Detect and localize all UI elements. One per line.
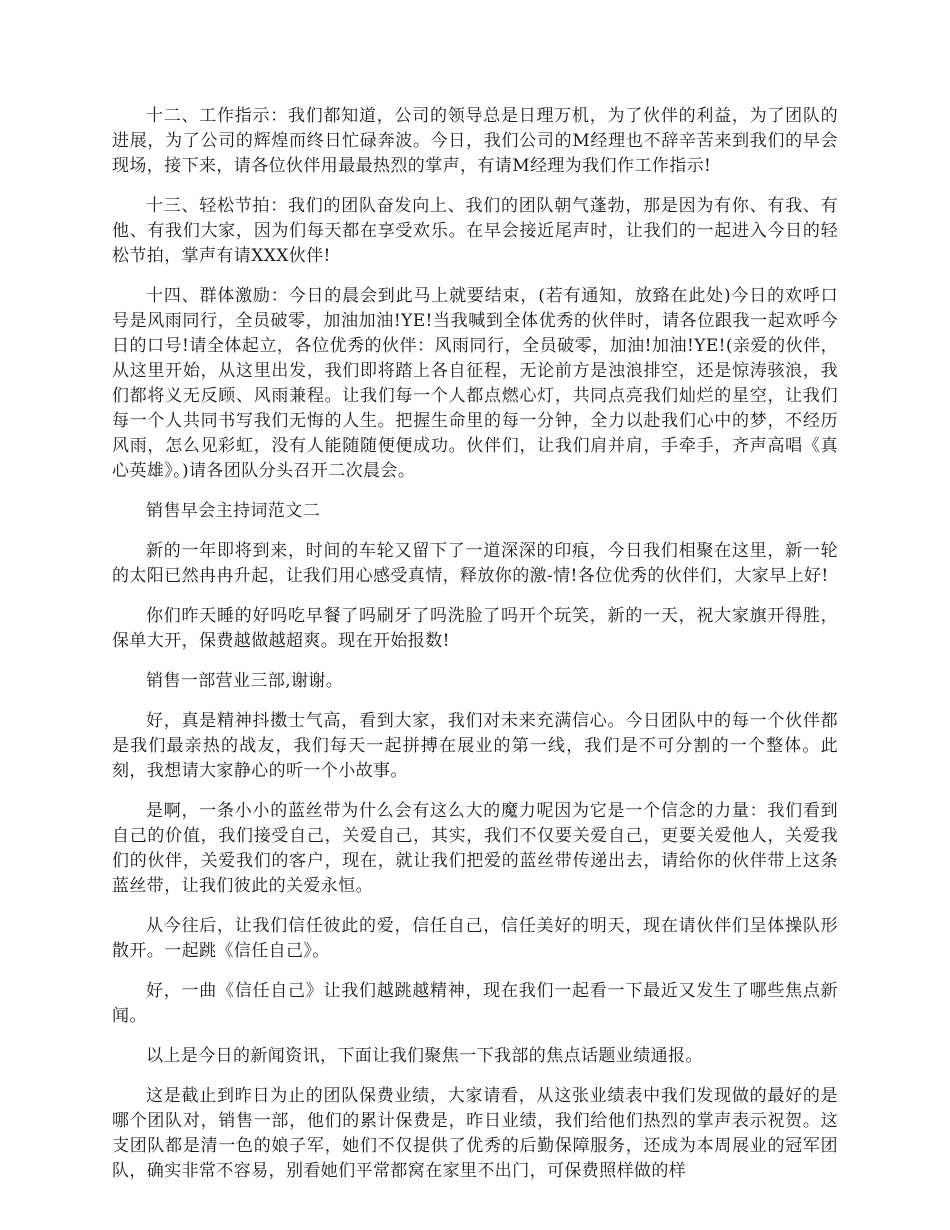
paragraph-performance-intro: 以上是今日的新闻资讯，下面让我们聚焦一下我部的焦点话题业绩通报。 [146, 1046, 703, 1066]
paragraph-news: 好，一曲《信任自己》让我们越跳越精神，现在我们一起看一下最近又发生了哪些焦点新闻。 [112, 981, 838, 1026]
paragraph-greeting: 你们昨天睡的好吗吃早餐了吗刷牙了吗洗脸了吗开个玩笑，新的一天，祝大家旗开得胜，保单大开，保费越做越超爽。现在开始报数! [112, 606, 838, 651]
paragraph-item-twelve: 十二、工作指示：我们都知道，公司的领导总是日理万机，为了伙伴的利益，为了团队的进展，为了公司的辉煌而终日忙碌奔波。今日，我们公司的M经理也不辞辛苦来到我们的早会现场，接下来，请各位伙伴用最最热烈的掌声，有请M经理为我们作工作指示! [112, 106, 838, 176]
paragraph-blue-ribbon: 是啊，一条小小的蓝丝带为什么会有这么大的魔力呢因为它是一个信念的力量：我们看到自己的价值，我们接受自己，关爱自己，其实，我们不仅要关爱自己，更要关爱他人，关爱我们的伙伴，关爱我们的客户，现在，就让我们把爱的蓝丝带传递出去，请给你的伙伴带上这条蓝丝带，让我们彼此的关爱永恒。 [112, 801, 838, 896]
section-heading: 销售早会主持词范文二 [146, 501, 320, 521]
paragraph-item-thirteen: 十三、轻松节拍：我们的团队奋发向上、我们的团队朝气蓬勃，那是因为有你、有我、有他、有我们大家，因为们每天都在享受欢乐。在早会接近尾声时，让我们的一起进入今日的轻松节拍，掌声有请XXX伙伴! [112, 196, 838, 266]
paragraph-performance-report: 这是截止到昨日为止的团队保费业绩，大家请看，从这张业绩表中我们发现做的最好的是哪个团队对，销售一部，他们的累计保费是，昨日业绩，我们给他们热烈的掌声表示祝贺。这支团队都是清一色的娘子军，她们不仅提供了优秀的后勤保障服务，还成为本周展业的冠军团队，确实非常不容易，别看她们平常都窝在家里不出门，可保费照样做的样 [112, 1086, 838, 1181]
paragraph-trust: 从今往后，让我们信任彼此的爱，信任自己，信任美好的明天，现在请伙伴们呈体操队形散开。一起跳《信任自己》。 [112, 916, 838, 961]
document-body [112, 104, 838, 1199]
paragraph-morale: 好，真是精神抖擞士气高，看到大家，我们对未来充满信心。今日团队中的每一个伙伴都是我们最亲热的战友，我们每天一起拼搏在展业的第一线，我们是不可分割的一个整体。此刻，我想请大家静心的听一个小故事。 [112, 711, 838, 781]
paragraph-opening: 新的一年即将到来，时间的车轮又留下了一道深深的印痕，今日我们相聚在这里，新一轮的太阳已然冉冉升起，让我们用心感受真情，释放你的激-情!各位优秀的伙伴们，大家早上好! [112, 541, 838, 586]
paragraph-item-fourteen: 十四、群体激励：今日的晨会到此马上就要结束，(若有通知，放臵在此处)今日的欢呼口号是风雨同行，全员破零，加油加油!YE!当我喊到全体优秀的伙伴时，请各位跟我一起欢呼今日的口号!请全体起立，各位优秀的伙伴：风雨同行，全员破零，加油!加油!YE!(亲爱的伙伴，从这里开始，从这里出发，我们即将踏上各自征程，无论前方是浊浪排空，还是惊涛骇浪，我们都将义无反顾、风雨兼程。让我们每一个人都点燃心灯，共同点亮我们灿烂的星空，让我们每一个人共同书写我们无悔的人生。把握生命里的每一分钟，全力以赴我们心中的梦，不经历风雨，怎么见彩虹，没有人能随随便便成功。伙伴们，让我们肩并肩，手牵手，齐声高唱《真心英雄》。)请各团队分头召开二次晨会。 [112, 286, 838, 481]
paragraph-roll-call: 销售一部营业三部,谢谢。 [146, 671, 344, 691]
